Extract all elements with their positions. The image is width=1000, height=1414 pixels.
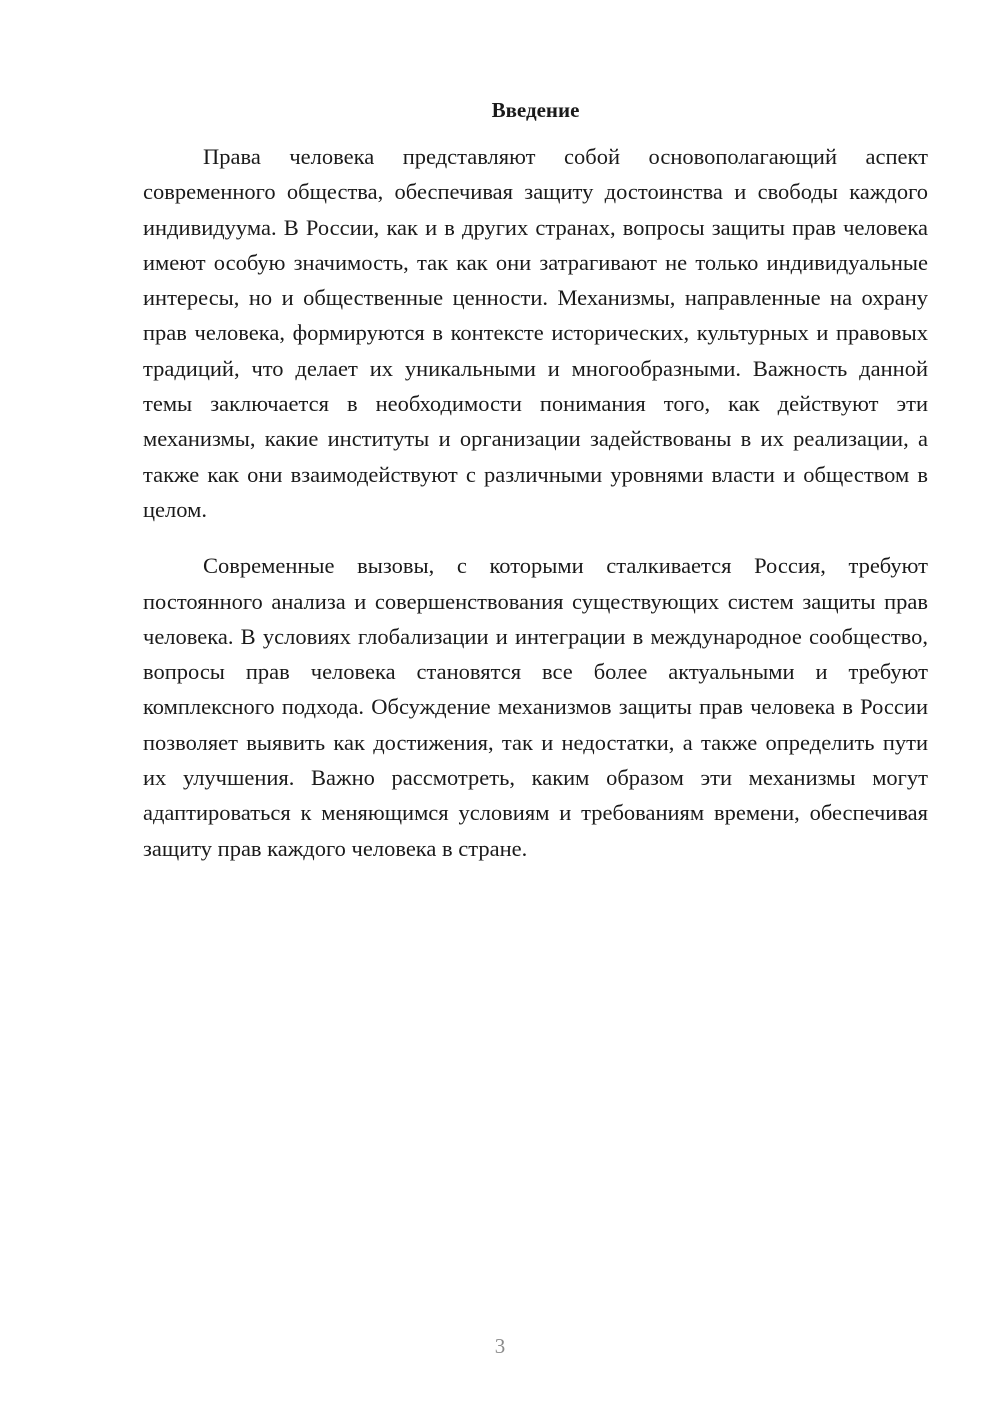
- page-number: 3: [494, 1334, 506, 1358]
- paragraph-1: Права человека представляют собой основополагающий аспект современного общества, обеспечивая защиту достоинства и свободы каждого индивидуума. В России, как и в других странах, вопросы защиты прав человека имеют особую значимость, так как они затрагивают не только индивидуальные интересы, но и общественные ценности. Механизмы, направленные на охрану прав человека, формируются в контексте исторических, культурных и правовых традиций, что делает их уникальными и многообразными. Важность данной темы заключается в необходимости понимания того, как действуют эти механизмы, какие институты и организации задействованы в их реализации, а также как они взаимодействуют с различными уровнями власти и обществом в целом.: [143, 144, 928, 522]
- paragraph-2: Современные вызовы, с которыми сталкивается Россия, требуют постоянного анализа и совершенствования существующих систем защиты прав человека. В условиях глобализации и интеграции в международное сообщество, вопросы прав человека становятся все более актуальными и требуют комплексного подхода. Обсуждение механизмов защиты прав человека в России позволяет выявить как достижения, так и недостатки, а также определить пути их улучшения. Важно рассмотреть, каким образом эти механизмы могут адаптироваться к меняющимся условиям и требованиям времени, обеспечивая защиту прав каждого человека в стране.: [143, 553, 928, 861]
- section-title: Введение: [491, 98, 580, 122]
- page-content: [143, 95, 928, 887]
